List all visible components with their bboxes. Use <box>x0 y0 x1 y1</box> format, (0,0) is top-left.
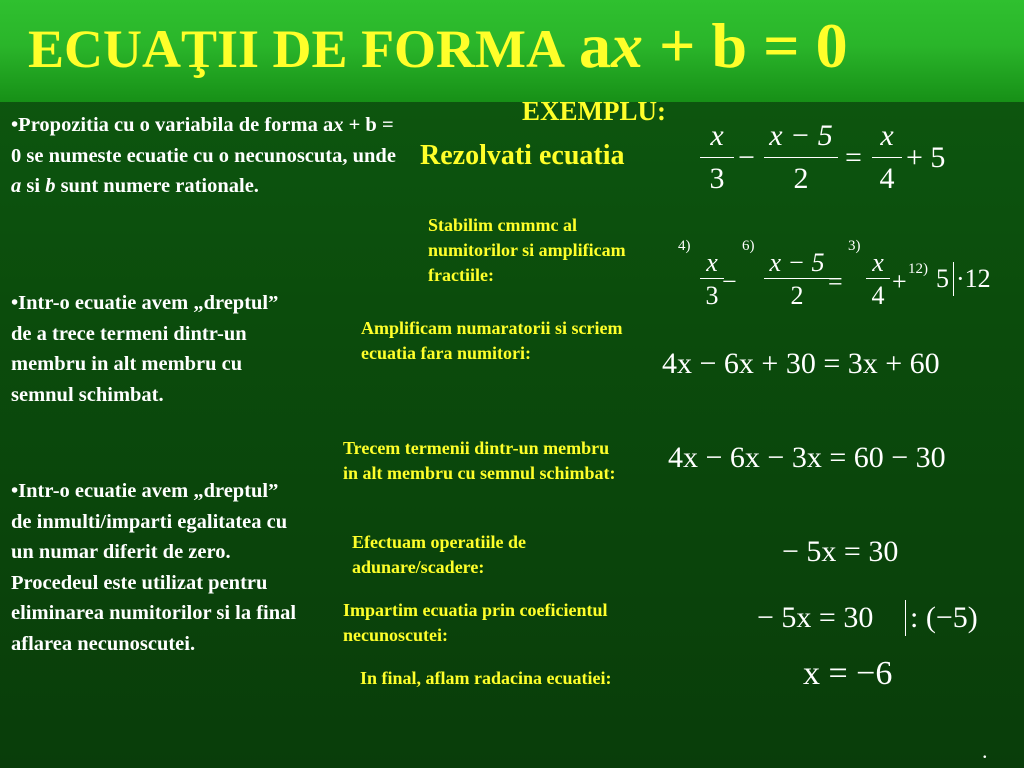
amp-five: 5 <box>936 264 949 293</box>
divide-bar <box>905 600 906 636</box>
example-task: Rezolvati ecuatia <box>420 140 625 171</box>
step-move-terms: Trecem termenii dintr-un membru in alt membru cu semnul schimbat: <box>343 438 616 483</box>
step-final: In final, aflam radacina ecuatiei: <box>360 668 612 688</box>
result-equation-3: 4x − 6x − 3x = 60 − 30 <box>668 441 946 474</box>
amp-fraction-1: x 3 <box>700 250 724 309</box>
result-equation-2: 4x − 6x + 30 = 3x + 60 <box>662 347 940 380</box>
result-equation-5: − 5x = 30 <box>757 601 874 634</box>
amp-factor-6: 6) <box>742 238 755 254</box>
step-remove-denominators: Amplificam numaratorii si scriem ecuatia fara numitori: <box>361 318 623 363</box>
amp-lcm: ·12 <box>956 264 991 293</box>
eq-fraction-1: x 3 <box>700 121 734 194</box>
eq-equals: = <box>845 141 862 174</box>
amp-equals: = <box>828 267 843 296</box>
result-equation-4: − 5x = 30 <box>782 535 899 568</box>
step-divide: Impartim ecuatia prin coeficientul necunoscutei: <box>343 600 608 645</box>
result-equation-5-divisor: : (−5) <box>910 601 978 634</box>
amp-fraction-2: x − 5 2 <box>764 250 830 309</box>
final-root: x = −6 <box>803 655 893 692</box>
amp-fraction-3: x 4 <box>866 250 890 309</box>
amp-factor-3: 3) <box>848 238 861 254</box>
step-lcm: Stabilim cmmmc al numitorilor si amplificam fractiile: <box>428 215 626 285</box>
eq-fraction-3: x 4 <box>872 121 902 194</box>
rule-move-terms: •Intr-o ecuatie avem „dreptul” de a trece termeni dintr-un membru in alt membru cu semnul schimbat. <box>11 292 279 406</box>
example-heading: EXEMPLU: <box>522 96 666 126</box>
step-add-subtract: Efectuam operatiile de adunare/scadere: <box>352 532 526 577</box>
definition-paragraph: •Propozitia cu o variabila de forma ax + b = 0 se numeste ecuatie cu o necunoscuta, unde a si b sunt numere rationale. <box>11 114 396 197</box>
amp-minus: − <box>722 267 737 296</box>
title-text: ECUAŢII DE FORMA <box>28 19 566 79</box>
title-bar <box>0 0 1024 102</box>
amp-divider <box>953 262 954 296</box>
amp-plus: + <box>892 267 907 296</box>
slide-title <box>28 10 848 81</box>
amp-factor-12: 12) <box>908 261 928 277</box>
footer-dot: . <box>982 738 988 763</box>
eq-plus-five: + 5 <box>906 141 946 174</box>
rule-multiply-divide: •Intr-o ecuatie avem „dreptul” de inmulti/imparti egalitatea cu un numar diferit de zero. Procedeul este utilizat pentru eliminarea numitorilor si la final aflarea necunoscutei. <box>11 480 297 655</box>
title-equation: ax + b = 0 <box>579 10 848 81</box>
eq-fraction-2: x − 5 2 <box>764 121 838 194</box>
amp-factor-4: 4) <box>678 238 691 254</box>
eq-minus: − <box>738 141 755 174</box>
